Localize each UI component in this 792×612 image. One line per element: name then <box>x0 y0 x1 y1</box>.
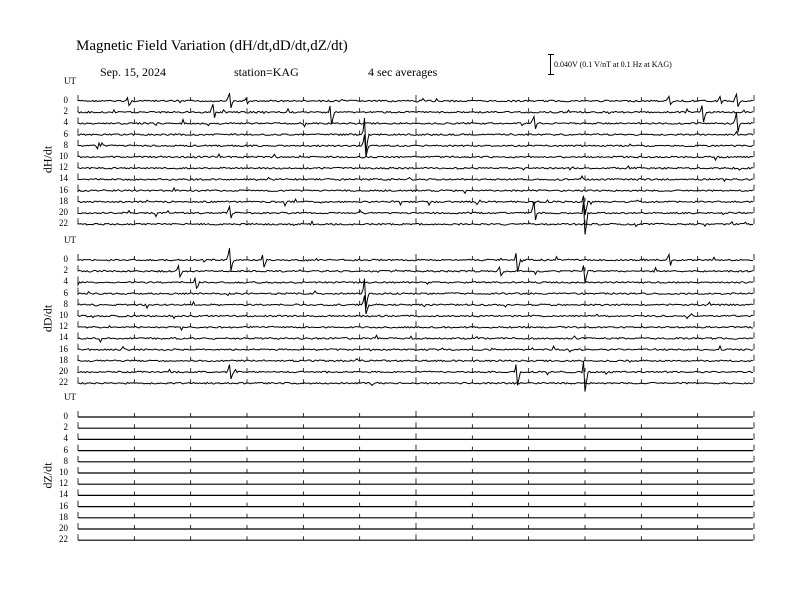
row-hour-label: 0 <box>63 95 68 105</box>
trace-line <box>78 93 753 108</box>
row-hour-label: 16 <box>59 184 68 195</box>
row-hour-label: 14 <box>59 332 68 343</box>
ut-axis-label: UT <box>64 392 76 402</box>
trace-line <box>78 361 753 391</box>
trace-line <box>78 382 753 385</box>
row-hour-label: 6 <box>63 128 68 139</box>
row-hour-label: 20 <box>59 366 68 376</box>
row-hour-label: 16 <box>59 500 68 511</box>
trace-line <box>78 314 753 319</box>
row-hour-label: 16 <box>59 343 68 354</box>
row-hour-label: 18 <box>59 195 68 206</box>
trace-line <box>78 135 753 157</box>
station-label: station=KAG <box>234 65 299 79</box>
row-hour-label: 8 <box>63 298 68 309</box>
row-hour-label: 14 <box>59 489 68 500</box>
row-hour-label: 6 <box>63 287 68 298</box>
trace-line <box>78 359 753 363</box>
row-hour-label: 18 <box>59 511 68 522</box>
trace-line <box>78 265 753 282</box>
row-hour-label: 20 <box>59 207 68 217</box>
row-hour-label: 2 <box>63 106 68 117</box>
scale-label: 0.040V (0.1 V/nT at 0.1 Hz at KAG) <box>554 60 672 69</box>
chart-title: Magnetic Field Variation (dH/dt,dD/dt,dZ/dt) <box>76 38 348 54</box>
trace-line <box>78 296 753 314</box>
ut-axis-label: UT <box>64 76 76 86</box>
row-hour-label: 10 <box>59 310 68 320</box>
trace-line <box>78 346 753 352</box>
trace-line <box>78 326 753 330</box>
trace-line <box>78 335 753 342</box>
row-hour-label: 2 <box>63 422 68 433</box>
row-hour-label: 2 <box>63 265 68 276</box>
averaging-label: 4 sec averages <box>368 65 438 79</box>
panel-ylabel: dD/dt <box>40 304 55 332</box>
trace-line <box>78 188 753 193</box>
row-hour-label: 10 <box>59 467 68 477</box>
trace-line <box>78 166 753 170</box>
row-hour-label: 4 <box>63 117 68 128</box>
trace-line <box>78 176 753 181</box>
row-hour-label: 20 <box>59 523 68 533</box>
date-label: Sep. 15, 2024 <box>100 65 166 79</box>
row-hour-label: 0 <box>63 254 68 264</box>
trace-line <box>78 113 753 132</box>
panel-ylabel: dZ/dt <box>40 462 55 489</box>
row-hour-label: 4 <box>63 276 68 287</box>
row-hour-label: 6 <box>63 444 68 455</box>
row-hour-label: 10 <box>59 151 68 161</box>
row-hour-label: 22 <box>59 377 68 388</box>
trace-line <box>78 221 753 226</box>
trace-line <box>78 278 753 288</box>
row-hour-label: 18 <box>59 354 68 365</box>
trace-line <box>78 201 753 234</box>
row-hour-label: 8 <box>63 139 68 150</box>
row-hour-label: 12 <box>59 321 68 332</box>
row-hour-label: 22 <box>59 218 68 229</box>
row-hour-label: 12 <box>59 478 68 489</box>
row-hour-label: 0 <box>63 411 68 421</box>
row-hour-label: 8 <box>63 455 68 466</box>
trace-line <box>78 104 753 124</box>
trace-line <box>78 154 753 160</box>
row-hour-label: 22 <box>59 534 68 545</box>
row-hour-label: 12 <box>59 162 68 173</box>
row-hour-label: 4 <box>63 433 68 444</box>
ut-axis-label: UT <box>64 235 76 245</box>
panel-ylabel: dH/dt <box>40 145 55 173</box>
row-hour-label: 14 <box>59 173 68 184</box>
